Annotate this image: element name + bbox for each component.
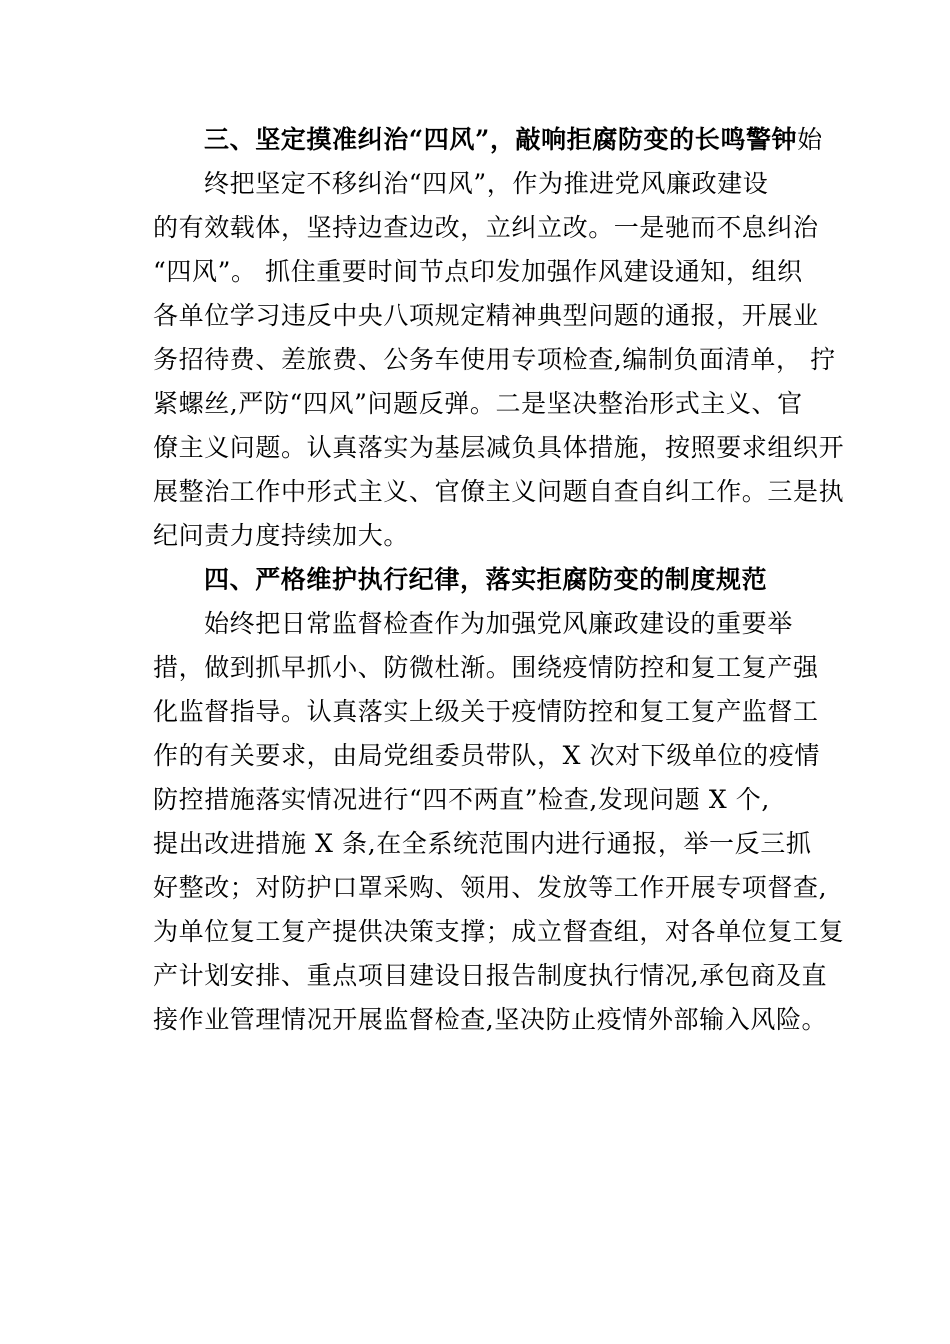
section-4-paragraph-line: 接作业管理情况开展监督检查,坚决防止疫情外部输入风险。: [153, 1005, 828, 1034]
section-3-paragraph-line: 的有效载体，坚持边查边改，立纠立改。一是驰而不息纠治: [153, 213, 819, 242]
section-3-heading-line: [204, 124, 823, 156]
section-3-paragraph-line: 务招待费、差旅费、公务车使用专项检查,编制负面清单， 拧: [153, 345, 836, 374]
section-4-paragraph-line: 作的有关要求，由局党组委员带队，X 次对下级单位的疫情: [153, 741, 820, 770]
section-4-paragraph-line: 始终把日常监督检查作为加强党风廉政建设的重要举: [204, 609, 793, 638]
section-3-paragraph-line: 终把坚定不移纠治“四风”，作为推进党风廉政建设: [204, 169, 769, 198]
section-4-paragraph-line: 防控措施落实情况进行“四不两直”检查,发现问题 X 个,: [153, 785, 770, 814]
section-4-heading: 四、严格维护执行纪律，落实拒腐防变的制度规范: [204, 565, 768, 594]
section-4-paragraph-line: 产计划安排、重点项目建设日报告制度执行情况,承包商及直: [153, 961, 828, 990]
section-3-paragraph-line: 僚主义问题。认真落实为基层减负具体措施，按照要求组织开: [153, 433, 845, 462]
section-3-paragraph-line: 紧螺丝,严防“四风”问题反弹。二是坚决整治形式主义、官: [153, 389, 803, 418]
section-3-heading-tail: 始: [797, 125, 823, 154]
section-4-paragraph-line: 提出改进措施 X 条,在全系统范围内进行通报，举一反三抓: [153, 829, 812, 858]
section-4-paragraph-line: 化监督指导。认真落实上级关于疫情防控和复工复产监督工: [153, 697, 819, 726]
section-3-paragraph-line: 各单位学习违反中央八项规定精神典型问题的通报，开展业: [153, 301, 819, 330]
section-4-paragraph-line: 措，做到抓早抓小、防微杜渐。围绕疫情防控和复工复产强: [153, 653, 819, 682]
section-4-paragraph-line: 为单位复工复产提供决策支撑；成立督查组，对各单位复工复: [153, 917, 845, 946]
section-3-paragraph-line: 展整治工作中形式主义、官僚主义问题自查自纠工作。三是执: [153, 477, 845, 506]
section-4-paragraph-line: 好整改；对防护口罩采购、领用、发放等工作开展专项督查,: [153, 873, 828, 902]
section-3-paragraph-line: 纪问责力度持续加大。: [153, 521, 410, 550]
section-3-paragraph-line: “四风”。 抓住重要时间节点印发加强作风建设通知，组织: [153, 257, 803, 286]
section-3-heading: 三、坚定摸准纠治“四风”，敲响拒腐防变的长鸣警钟: [204, 125, 798, 154]
